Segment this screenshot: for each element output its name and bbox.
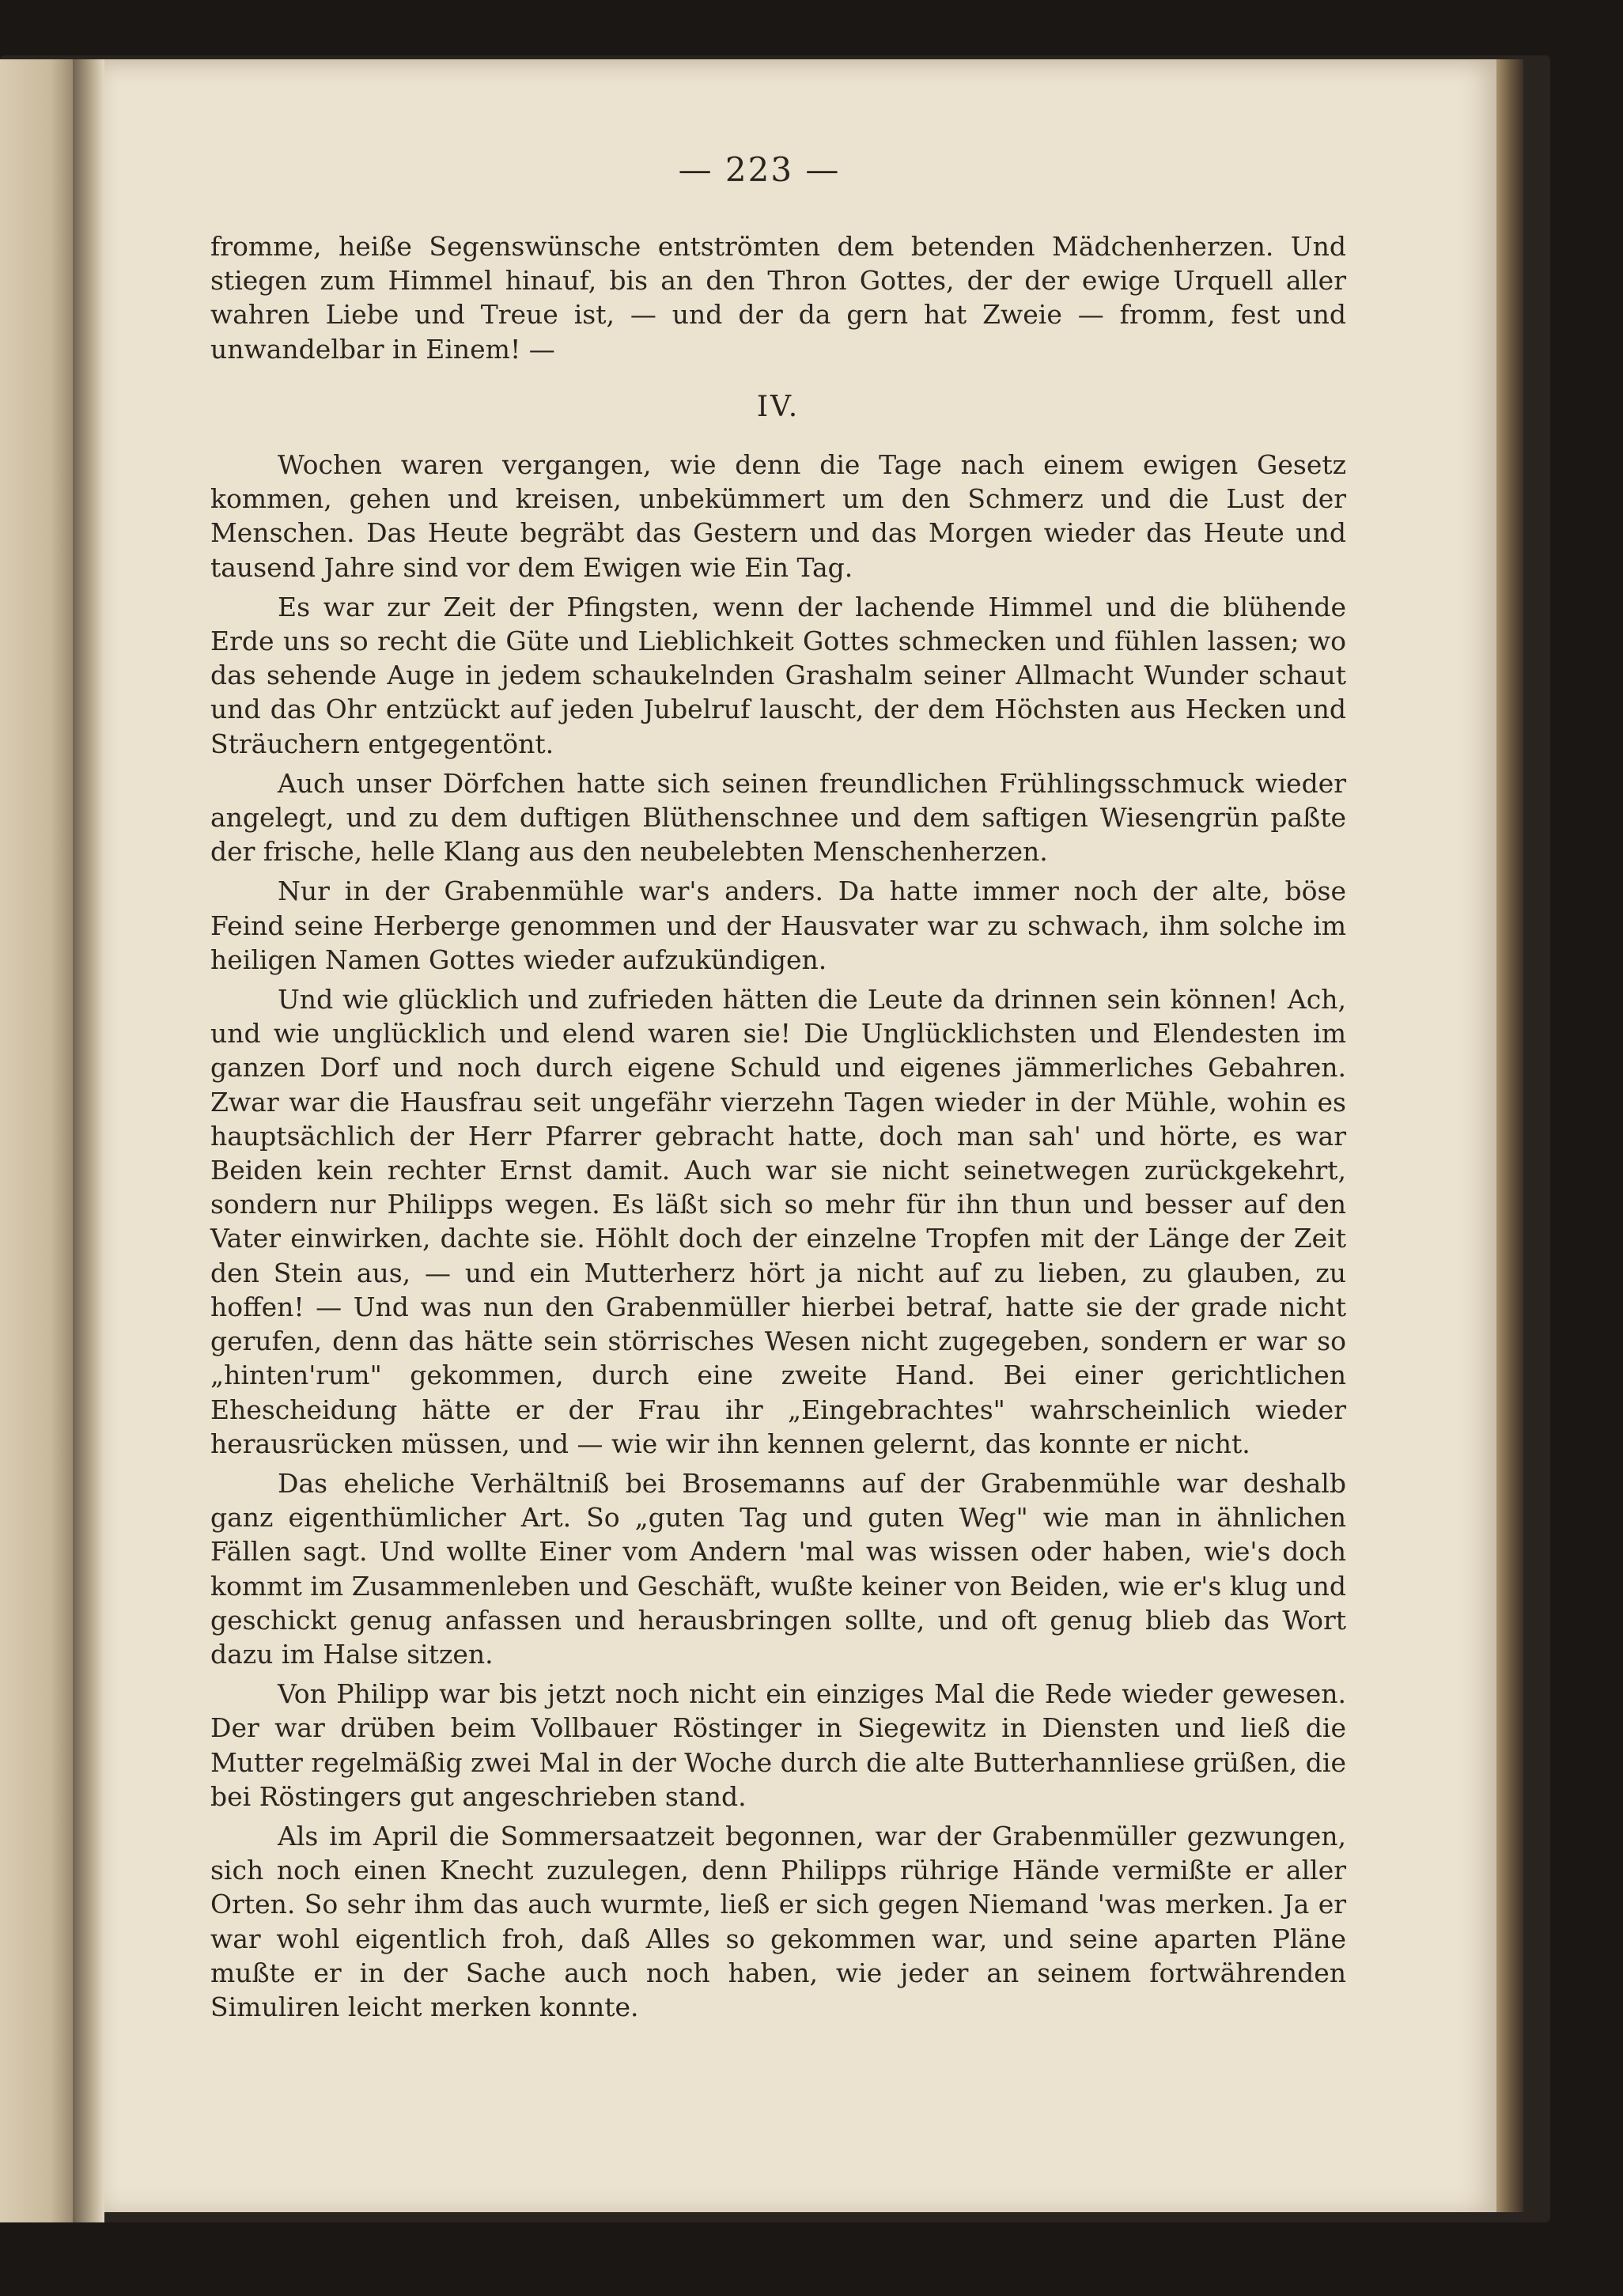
book-gutter	[73, 59, 104, 2222]
page-number: — 223 —	[678, 150, 841, 189]
paragraph: Und wie glücklich und zufrieden hätten die Leute da drinnen sein können! Ach, und wie unglücklich und elend waren sie! Die Unglücklichsten und Elendesten im ganzen Dorf und noch durch eigene Schuld und eigenes jämmerliches Gebahren. Zwar war die Hausfrau seit ungefähr vierzehn Tagen wieder in der Mühle, wohin es hauptsächlich der Herr Pfarrer gebracht hatte, doch man sah' und hörte, es war Beiden kein rechter Ernst damit. Auch war sie nicht seinetwegen zurückgekehrt, sondern nur Philipps wegen. Es läßt sich so mehr für ihn thun und besser auf den Vater einwirken, dachte sie. Höhlt doch der einzelne Tropfen mit der Länge der Zeit den Stein aus, — und ein Mutterherz hört ja nicht auf zu lieben, zu glauben, zu hoffen! — Und was nun den Grabenmüller hierbei betraf, hatte sie der grade nicht gerufen, denn das hätte sein störrisches Wesen nicht zugegeben, sondern er war so „hinten'rum" gekommen, durch eine zweite Hand. Bei einer gerichtlichen Ehescheidung hätte er der Frau ihr „Eingebrachtes" wahrscheinlich wieder herausrücken müssen, und — wie wir ihn kennen gelernt, das konnte er nicht.	[210, 984, 1346, 1459]
paragraph: Das eheliche Verhältniß bei Brosemanns auf der Grabenmühle war deshalb ganz eigenthümlicher Art. So „guten Tag und guten Weg" wie man in ähnlichen Fällen sagt. Und wollte Einer vom Andern 'mal was wissen oder haben, wie's doch kommt im Zusammenleben und Geschäft, wußte keiner von Beiden, wie er's klug und geschickt genug anfassen und herausbringen sollte, und oft genug blieb das Wort dazu im Halse sitzen.	[210, 1467, 1346, 1670]
left-page-edge	[0, 59, 73, 2222]
paragraph: Als im April die Sommersaatzeit begonnen, war der Grabenmüller gezwungen, sich noch einen Knecht zuzulegen, denn Philipps rührige Hände vermißte er aller Orten. So sehr ihm das auch wurmte, ließ er sich gegen Niemand 'was merken. Ja er war wohl eigentlich froh, daß Alles so gekommen war, und seine aparten Pläne mußte er in der Sache auch noch haben, wie jeder an seinem fortwährenden Simuliren leicht merken konnte.	[210, 1820, 1346, 2022]
chapter-heading: IV.	[756, 390, 800, 423]
paragraph: Wochen waren vergangen, wie denn die Tage nach einem ewigen Gesetz kommen, gehen und kreisen, unbekümmert um den Schmerz und die Lust der Menschen. Das Heute begräbt das Gestern und das Morgen wieder das Heute und tausend Jahre sind vor dem Ewigen wie Ein Tag.	[210, 449, 1346, 583]
opening-paragraph: fromme, heiße Segenswünsche entströmten dem betenden Mädchenherzen. Und stiegen zum Himmel hinauf, bis an den Thron Gottes, der der ewige Urquell aller wahren Liebe und Treue ist, — und der da gern hat Zweie — fromm, fest und unwandelbar in Einem! —	[210, 231, 1346, 365]
paragraph: Nur in der Grabenmühle war's anders. Da hatte immer noch der alte, böse Feind seine Herberge genommen und der Hausvater war zu schwach, ihm solche im heiligen Namen Gottes wieder aufzukündigen.	[210, 876, 1346, 975]
paragraph: Es war zur Zeit der Pfingsten, wenn der lachende Himmel und die blühende Erde uns so recht die Güte und Lieblichkeit Gottes schmecken und fühlen lassen; wo das sehende Auge in jedem schaukelnden Grashalm seiner Allmacht Wunder schaut und das Ohr entzückt auf jeden Jubelruf lauscht, der dem Höchsten aus Hecken und Sträuchern entgegentönt.	[210, 591, 1346, 759]
paragraph: Von Philipp war bis jetzt noch nicht ein einziges Mal die Rede wieder gewesen. Der war drüben beim Vollbauer Röstinger in Siegewitz in Diensten und ließ die Mutter regelmäßig zwei Mal in der Woche durch die alte Butterhannliese grüßen, die bei Röstingers gut angeschrieben stand.	[210, 1678, 1346, 1812]
page-text	[210, 229, 1346, 2024]
right-page-edge	[1496, 59, 1523, 2212]
paragraph: Auch unser Dörfchen hatte sich seinen freundlichen Frühlingsschmuck wieder angelegt, und zu dem duftigen Blüthenschnee und dem saftigen Wiesengrün paßte der frische, helle Klang aus den neubelebten Menschenherzen.	[210, 767, 1346, 868]
